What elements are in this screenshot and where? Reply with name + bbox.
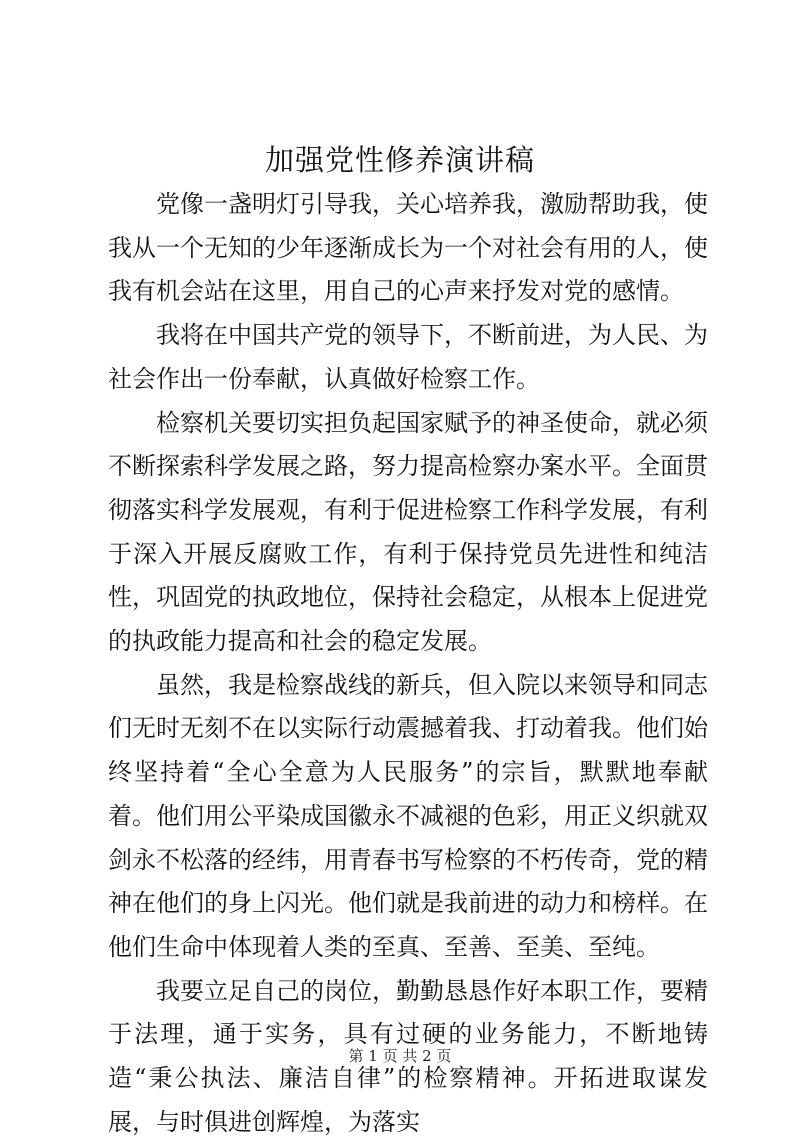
paragraph-3: 检察机关要切实担负起国家赋予的神圣使命，就必须不断探索科学发展之路，努力提高检察办案水平。全面贯彻落实科学发展观，有利于促进检察工作科学发展，有利于深入开展反腐败工作，有利于保持党员先进性和纯洁性，巩固党的执政地位，保持社会稳定，从根本上促进党的执政能力提高和社会的稳定发展。 bbox=[108, 408, 708, 656]
document-body bbox=[108, 183, 708, 1144]
paragraph-1: 党像一盏明灯引导我，关心培养我，激励帮助我，使我从一个无知的少年逐渐成长为一个对社会有用的人，使我有机会站在这里，用自己的心声来抒发对党的感情。 bbox=[108, 190, 708, 306]
page-footer: 第 1 页 共 2 页 bbox=[348, 1047, 452, 1065]
paragraph-2: 我将在中国共产党的领导下，不断前进，为人民、为社会作出一份奉献，认真做好检察工作。 bbox=[108, 321, 708, 393]
document-title: 加强党性修养演讲稿 bbox=[264, 143, 535, 177]
paragraph-5: 我要立足自己的岗位，勤勤恳恳作好本职工作，要精于法理，通于实务，具有过硬的业务能力，不断地铸造“秉公执法、廉洁自律”的检察精神。开拓进取谋发展，与时俱进创辉煌，为落实 bbox=[108, 976, 708, 1136]
paragraph-4: 虽然，我是检察战线的新兵，但入院以来领导和同志们无时无刻不在以实际行动震撼着我、打动着我。他们始终坚持着“全心全意为人民服务”的宗旨，默默地奉献着。他们用公平染成国徽永不减褪的色彩，用正义织就双剑永不松落的经纬，用青春书写检察的不朽传奇，党的精神在他们的身上闪光。他们就是我前进的动力和榜样。在他们生命中体现着人类的至真、至善、至美、至纯。 bbox=[108, 670, 708, 961]
